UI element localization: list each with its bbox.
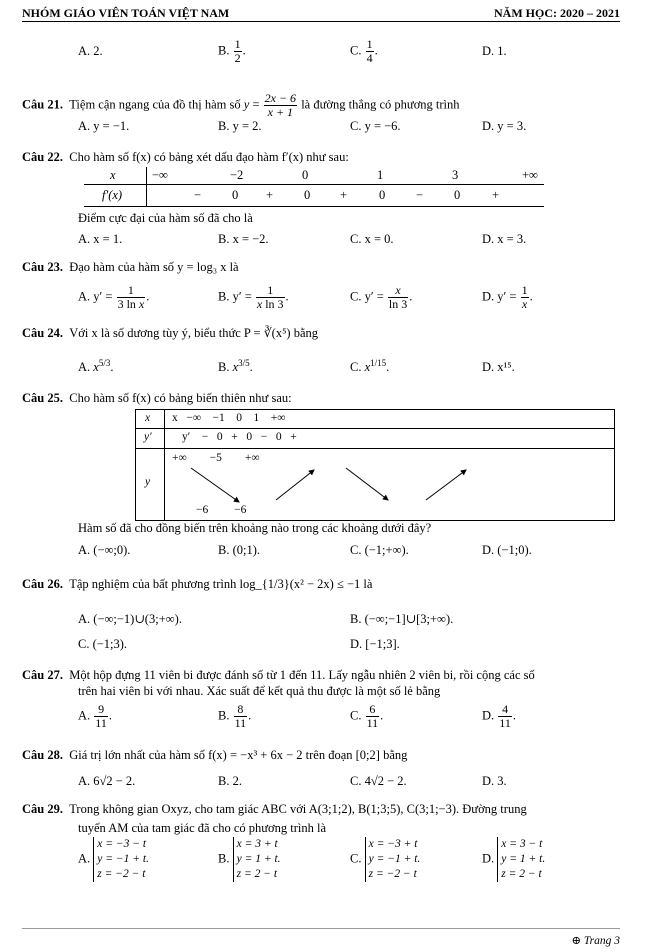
table-cell: f′(x) — [102, 188, 123, 202]
q22-option-d: D. x = 3. — [482, 232, 527, 246]
q20-option-b: B. $\frac{1}{2}$ . — [218, 37, 246, 65]
q23-option-d: D. y′ = $\frac{1}{x}$ . — [482, 283, 533, 311]
q21-option-c: C. y = −6. — [350, 119, 401, 133]
q26-option-d: D. [−1;3]. — [350, 637, 400, 651]
q22-option-a: A. x = 1. — [78, 232, 123, 246]
q27-option-d: D. $\frac{4}{11}$ . — [482, 702, 516, 730]
table-cell: y — [145, 476, 151, 488]
q22-subquestion: Điểm cực đại của hàm số đã cho là — [78, 211, 253, 225]
table-cell: x −∞ −1 0 1 +∞ — [172, 412, 286, 424]
q24-option-c: C. $x^{1/15}$. — [350, 357, 390, 374]
q27-option-c: C. $\frac{6}{11}$ . — [350, 702, 384, 730]
q29-stem-line1: Câu 29. Trong không gian Oxyz, cho tam giác ABC với A(3;1;2), B(1;3;5), C(3;1;−3). Đường trung — [22, 802, 527, 816]
q20-option-a: A. 2. — [78, 44, 103, 58]
q28-option-d: D. 3. — [482, 774, 507, 788]
q22-option-c: C. x = 0. — [350, 232, 394, 246]
header-group: NHÓM GIÁO VIÊN TOÁN VIỆT NAM — [22, 6, 230, 20]
q24-option-b: B. $x^{3/5}$. — [218, 357, 253, 374]
table-cell: y′ − 0 + 0 − 0 + — [182, 431, 297, 443]
q27-option-b: B. $\frac{8}{11}$ . — [218, 702, 252, 730]
q24-option-a: A. $x^{5/3}$. — [78, 357, 114, 374]
q28-option-c: C. 4√2 − 2. — [350, 774, 407, 788]
variation-arrows — [136, 410, 614, 520]
table-cell: −∞ — [152, 168, 168, 182]
table-cell: 1 — [377, 168, 384, 182]
q23-stem: Câu 23. Đạo hàm của hàm số y = log₃ x là — [22, 260, 239, 274]
q21-option-b: B. y = 2. — [218, 119, 262, 133]
q21-stem: Câu 21. Tiệm cận ngang của đồ thị hàm số y = $\frac{2x - 6}{x + 1}$ là đường thẳng có phương trình — [22, 91, 460, 119]
table-cell: x — [110, 168, 116, 182]
page-number: ⊕ Trang 3 — [571, 935, 620, 947]
footer-divider — [22, 928, 620, 929]
table-cell: +∞ −5 +∞ — [172, 452, 260, 464]
q20-option-d: D. 1. — [482, 44, 507, 58]
q25-variation-table — [135, 409, 615, 521]
q29-option-a: A. x = −3 − t y = −1 + t. z = −2 − t — [78, 838, 149, 880]
q22-stem: Câu 22. Cho hàm số f(x) có bảng xét dấu đạo hàm f′(x) như sau: — [22, 150, 349, 164]
q25-stem: Câu 25. Cho hàm số f(x) có bảng biến thiên như sau: — [22, 391, 292, 405]
q24-option-d: D. x¹⁵. — [482, 360, 515, 374]
table-cell: + — [266, 188, 274, 202]
q28-stem: Câu 28. Giá trị lớn nhất của hàm số f(x) = −x³ + 6x − 2 trên đoạn [0;2] bằng — [22, 748, 408, 762]
header-divider — [22, 21, 620, 22]
page-header — [22, 6, 620, 20]
q23-option-c: C. y′ = $\frac{x}{\ln 3}$ . — [350, 283, 413, 311]
header-year: NĂM HỌC: 2020 – 2021 — [494, 6, 620, 20]
table-cell: − — [416, 188, 424, 202]
table-cell: 0 — [232, 188, 239, 202]
q23-option-b: B. y′ = $\frac{1}{\text{x ln 3}}$ . — [218, 283, 289, 311]
q29-option-c: C. x = −3 + t y = −1 + t. z = −2 − t — [350, 838, 421, 880]
q24-stem: Câu 24. Với x là số dương tùy ý, biểu thức P = ∛(x⁵) bằng — [22, 326, 319, 340]
table-cell: + — [492, 188, 500, 202]
table-cell: + — [340, 188, 348, 202]
q29-option-d: D. x = 3 − t y = 1 + t. z = 2 − t — [482, 838, 546, 880]
q21-option-a: A. y = −1. — [78, 119, 130, 133]
q25-subquestion: Hàm số đã cho đồng biến trên khoảng nào trong các khoảng dưới đây? — [78, 521, 432, 535]
table-cell: 0 — [379, 188, 386, 202]
q28-option-a: A. 6√2 − 2. — [78, 774, 136, 788]
q20-option-c: C. $\frac{1}{4}$ . — [350, 37, 378, 65]
table-cell: − — [194, 188, 202, 202]
q27-stem-line1: Câu 27. Một hộp đựng 11 viên bi được đánh số từ 1 đến 11. Lấy ngẫu nhiên 2 viên bi, rồi cộng các số — [22, 668, 535, 682]
q27-stem-line2: trên hai viên bi với nhau. Xác suất để kết quả thu được là một số lẻ bằng — [78, 684, 441, 698]
q21-option-d: D. y = 3. — [482, 119, 527, 133]
q25-option-b: B. (0;1). — [218, 543, 261, 557]
q26-option-c: C. (−1;3). — [78, 637, 128, 651]
q29-stem-line2: tuyến AM của tam giác đã cho có phương trình là — [78, 821, 327, 835]
table-cell: 3 — [452, 168, 459, 182]
q22-sign-table — [84, 167, 544, 207]
q25-option-a: A. (−∞;0). — [78, 543, 131, 557]
q25-option-c: C. (−1;+∞). — [350, 543, 409, 557]
table-cell: 0 — [302, 168, 309, 182]
table-cell: 0 — [454, 188, 461, 202]
q26-stem: Câu 26. Tập nghiệm của bất phương trình log_{1/3}(x² − 2x) ≤ −1 là — [22, 577, 373, 591]
q22-option-b: B. x = −2. — [218, 232, 269, 246]
table-cell: 0 — [304, 188, 311, 202]
q25-option-d: D. (−1;0). — [482, 543, 532, 557]
q26-option-b: B. (−∞;−1]∪[3;+∞). — [350, 612, 454, 626]
q29-option-b: B. x = 3 + t y = 1 + t. z = 2 − t — [218, 838, 281, 880]
q27-option-a: A. $\frac{9}{11}$ . — [78, 702, 112, 730]
table-cell: +∞ — [522, 168, 538, 182]
q26-option-a: A. (−∞;−1)∪(3;+∞). — [78, 612, 182, 626]
table-cell: −2 — [230, 168, 244, 182]
table-cell: x — [145, 412, 151, 424]
q23-option-a: A. y′ = $\frac{1}{\text{3 ln x}}$ . — [78, 283, 150, 311]
q28-option-b: B. 2. — [218, 774, 242, 788]
table-cell: y′ — [144, 431, 152, 443]
table-cell: −6 −6 — [196, 504, 247, 516]
